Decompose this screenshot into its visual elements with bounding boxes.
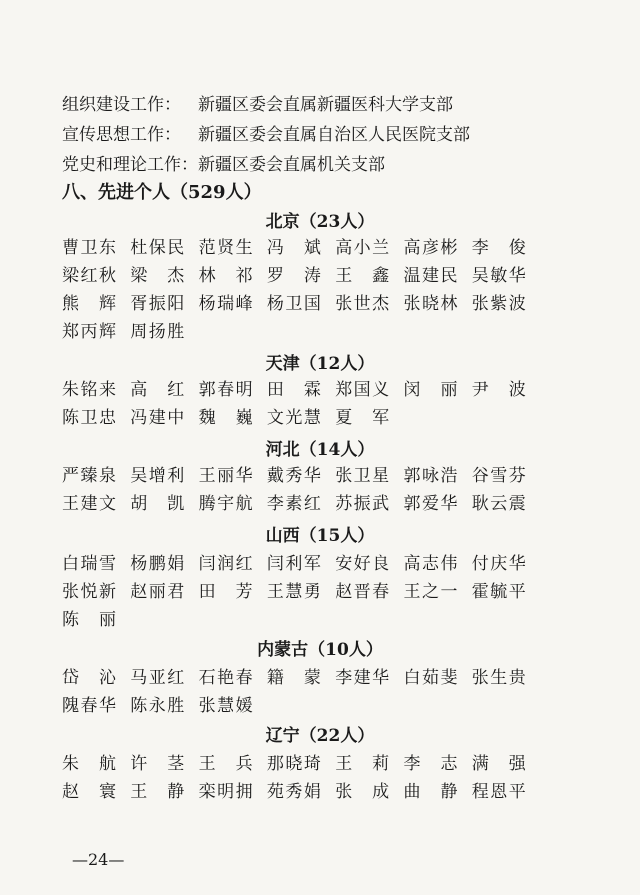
name-cell [267, 754, 335, 782]
person-name: 田芳 [198, 582, 253, 602]
person-name: 王静 [130, 782, 185, 802]
name-row [62, 380, 542, 408]
person-name: 高彦彬 [403, 238, 458, 258]
name-cell [335, 554, 403, 582]
name-row [62, 266, 542, 294]
person-name: 石艳春 [198, 668, 253, 688]
region-names-inner-mongolia [62, 668, 542, 724]
person-name: 李素红 [266, 494, 321, 514]
name-cell [62, 380, 130, 408]
name-cell [130, 294, 198, 322]
work-line-value: 新疆区委会直属机关支部 [198, 155, 385, 175]
name-cell [267, 238, 335, 266]
person-name: 王之一 [403, 582, 458, 602]
person-name: 夏军 [335, 408, 390, 428]
person-name: 苑秀娟 [266, 782, 321, 802]
name-row [62, 668, 542, 696]
person-name: 陈永胜 [130, 696, 185, 716]
name-cell [267, 408, 335, 436]
name-cell [267, 782, 335, 810]
person-name: 魏巍 [198, 408, 253, 428]
person-name: 闫润红 [198, 554, 253, 574]
name-cell [62, 782, 130, 810]
name-cell [199, 466, 267, 494]
person-name: 郭春明 [198, 380, 253, 400]
person-name: 陈卫忠 [62, 408, 116, 428]
page-number: —24— [72, 850, 125, 869]
name-cell [199, 238, 267, 266]
name-cell [62, 582, 130, 610]
name-cell [403, 238, 471, 266]
person-name: 王慧勇 [266, 582, 321, 602]
person-name: 张生贵 [471, 668, 526, 688]
person-name: 李俊 [471, 238, 526, 258]
name-cell [472, 266, 540, 294]
name-cell [403, 294, 471, 322]
person-name: 朱航 [62, 754, 116, 774]
name-cell [267, 466, 335, 494]
name-cell [472, 582, 540, 610]
person-name: 张世杰 [335, 294, 390, 314]
person-name: 闫利军 [266, 554, 321, 574]
person-name: 郑国义 [335, 380, 390, 400]
person-name: 周扬胜 [130, 322, 185, 342]
person-name: 张成 [335, 782, 390, 802]
person-name: 梁杰 [130, 266, 185, 286]
person-name: 杨瑞峰 [198, 294, 253, 314]
name-cell [403, 782, 471, 810]
person-name: 吴敏华 [471, 266, 526, 286]
name-cell [130, 754, 198, 782]
name-cell [472, 238, 540, 266]
name-cell [62, 266, 130, 294]
name-row [62, 322, 542, 350]
name-cell [267, 294, 335, 322]
name-row [62, 294, 542, 322]
person-name: 王莉 [335, 754, 390, 774]
person-name: 高小兰 [335, 238, 390, 258]
name-cell [130, 782, 198, 810]
name-cell [472, 782, 540, 810]
person-name: 田霖 [266, 380, 321, 400]
name-cell [267, 554, 335, 582]
person-name: 霍毓平 [471, 582, 526, 602]
name-cell [335, 380, 403, 408]
person-name: 戴秀华 [266, 466, 321, 486]
person-name: 那晓琦 [266, 754, 321, 774]
name-cell [472, 466, 540, 494]
region-names-tianjin [62, 380, 542, 436]
name-cell [267, 668, 335, 696]
name-cell [335, 238, 403, 266]
person-name: 李建华 [335, 668, 390, 688]
name-cell [199, 380, 267, 408]
name-cell [199, 582, 267, 610]
name-cell [130, 554, 198, 582]
name-cell [130, 466, 198, 494]
name-row [62, 782, 542, 810]
name-cell [130, 322, 198, 350]
region-title-hebei: 河北（14人） [265, 440, 375, 460]
name-row [62, 238, 542, 266]
name-cell [199, 494, 267, 522]
name-cell [472, 668, 540, 696]
person-name: 栾明拥 [198, 782, 253, 802]
person-name: 赵寰 [62, 782, 116, 802]
name-cell [267, 380, 335, 408]
region-names-liaoning [62, 754, 542, 810]
name-cell [199, 408, 267, 436]
person-name: 曲静 [403, 782, 458, 802]
person-name: 王建文 [62, 494, 116, 514]
person-name: 冯建中 [130, 408, 185, 428]
name-row [62, 408, 542, 436]
name-cell [335, 668, 403, 696]
person-name: 耿云震 [471, 494, 526, 514]
name-cell [62, 466, 130, 494]
person-name: 王鑫 [335, 266, 390, 286]
name-cell [403, 380, 471, 408]
name-cell [62, 294, 130, 322]
person-name: 胥振阳 [130, 294, 185, 314]
name-cell [130, 668, 198, 696]
name-cell [472, 294, 540, 322]
person-name: 温建民 [403, 266, 458, 286]
region-names-hebei [62, 466, 542, 522]
work-line-label: 宣传思想工作： [62, 125, 181, 145]
person-name: 许茎 [130, 754, 185, 774]
name-cell [267, 494, 335, 522]
person-name: 陈丽 [62, 610, 116, 630]
work-line-label: 党史和理论工作： [62, 155, 198, 175]
person-name: 杨鹏娟 [130, 554, 185, 574]
name-row [62, 610, 542, 638]
person-name: 岱沁 [62, 668, 116, 688]
name-cell [130, 380, 198, 408]
region-title-shanxi: 山西（15人） [265, 526, 375, 546]
name-cell [199, 754, 267, 782]
name-cell [62, 494, 130, 522]
name-cell [472, 554, 540, 582]
person-name: 张卫星 [335, 466, 390, 486]
person-name: 胡凯 [130, 494, 185, 514]
person-name: 苏振武 [335, 494, 390, 514]
name-cell [62, 610, 130, 638]
person-name: 杨卫国 [266, 294, 321, 314]
person-name: 安好良 [335, 554, 390, 574]
person-name: 腾宇航 [198, 494, 253, 514]
name-cell [62, 238, 130, 266]
name-row [62, 554, 542, 582]
region-title-inner-mongolia: 内蒙古（10人） [257, 640, 383, 660]
name-cell [199, 696, 267, 724]
person-name: 籍蒙 [266, 668, 321, 688]
name-row [62, 582, 542, 610]
person-name: 隗春华 [62, 696, 116, 716]
name-cell [130, 696, 198, 724]
name-cell [403, 754, 471, 782]
name-row [62, 754, 542, 782]
region-title-beijing: 北京（23人） [265, 212, 375, 232]
person-name: 王兵 [198, 754, 253, 774]
person-name: 冯斌 [266, 238, 321, 258]
person-name: 白瑞雪 [62, 554, 116, 574]
work-line-value: 新疆区委会直属新疆医科大学支部 [198, 95, 453, 115]
name-cell [130, 266, 198, 294]
name-cell [335, 494, 403, 522]
name-cell [130, 582, 198, 610]
name-cell [335, 754, 403, 782]
person-name: 朱铭来 [62, 380, 116, 400]
work-line-value: 新疆区委会直属自治区人民医院支部 [198, 125, 470, 145]
person-name: 罗涛 [266, 266, 321, 286]
person-name: 张悦新 [62, 582, 116, 602]
person-name: 王丽华 [198, 466, 253, 486]
work-line-organization [62, 95, 453, 115]
name-cell [130, 238, 198, 266]
name-cell [62, 754, 130, 782]
name-cell [472, 380, 540, 408]
person-name: 张晓林 [403, 294, 458, 314]
name-cell [62, 554, 130, 582]
person-name: 张慧媛 [198, 696, 253, 716]
person-name: 梁红秋 [62, 266, 116, 286]
name-cell [130, 494, 198, 522]
person-name: 林祁 [198, 266, 253, 286]
person-name: 张紫波 [471, 294, 526, 314]
person-name: 高志伟 [403, 554, 458, 574]
person-name: 白茹斐 [403, 668, 458, 688]
person-name: 范贤生 [198, 238, 253, 258]
name-cell [335, 466, 403, 494]
name-cell [403, 554, 471, 582]
person-name: 郭咏浩 [403, 466, 458, 486]
name-cell [199, 266, 267, 294]
person-name: 郭爱华 [403, 494, 458, 514]
name-cell [62, 322, 130, 350]
person-name: 杜保民 [130, 238, 185, 258]
person-name: 赵晋春 [335, 582, 390, 602]
person-name: 满强 [471, 754, 526, 774]
name-cell [199, 294, 267, 322]
name-cell [130, 408, 198, 436]
name-cell [199, 782, 267, 810]
work-line-label: 组织建设工作： [62, 95, 181, 115]
person-name: 赵丽君 [130, 582, 185, 602]
region-names-shanxi [62, 554, 542, 638]
person-name: 曹卫东 [62, 238, 116, 258]
name-cell [267, 582, 335, 610]
person-name: 郑丙辉 [62, 322, 116, 342]
name-cell [62, 668, 130, 696]
person-name: 程恩平 [471, 782, 526, 802]
name-cell [403, 668, 471, 696]
person-name: 谷雪芬 [471, 466, 526, 486]
person-name: 吴增利 [130, 466, 185, 486]
region-names-beijing [62, 238, 542, 350]
name-cell [403, 466, 471, 494]
name-cell [403, 266, 471, 294]
name-cell [403, 582, 471, 610]
name-cell [199, 554, 267, 582]
name-cell [199, 668, 267, 696]
name-cell [62, 408, 130, 436]
name-cell [335, 582, 403, 610]
region-title-tianjin: 天津（12人） [265, 354, 375, 374]
name-row [62, 494, 542, 522]
section-title: 八、先进个人（529人） [62, 182, 262, 203]
person-name: 严臻泉 [62, 466, 116, 486]
region-title-liaoning: 辽宁（22人） [265, 726, 375, 746]
person-name: 熊辉 [62, 294, 116, 314]
person-name: 闵丽 [403, 380, 458, 400]
name-cell [335, 294, 403, 322]
name-row [62, 696, 542, 724]
name-cell [335, 266, 403, 294]
name-cell [472, 754, 540, 782]
name-cell [472, 494, 540, 522]
name-cell [62, 696, 130, 724]
person-name: 尹波 [471, 380, 526, 400]
name-cell [403, 494, 471, 522]
name-cell [335, 782, 403, 810]
person-name: 马亚红 [130, 668, 185, 688]
person-name: 高红 [130, 380, 185, 400]
work-line-propaganda [62, 125, 470, 145]
name-cell [335, 408, 403, 436]
name-row [62, 466, 542, 494]
person-name: 李志 [403, 754, 458, 774]
work-line-party-history [62, 155, 385, 175]
person-name: 文光慧 [266, 408, 321, 428]
name-cell [267, 266, 335, 294]
person-name: 付庆华 [471, 554, 526, 574]
